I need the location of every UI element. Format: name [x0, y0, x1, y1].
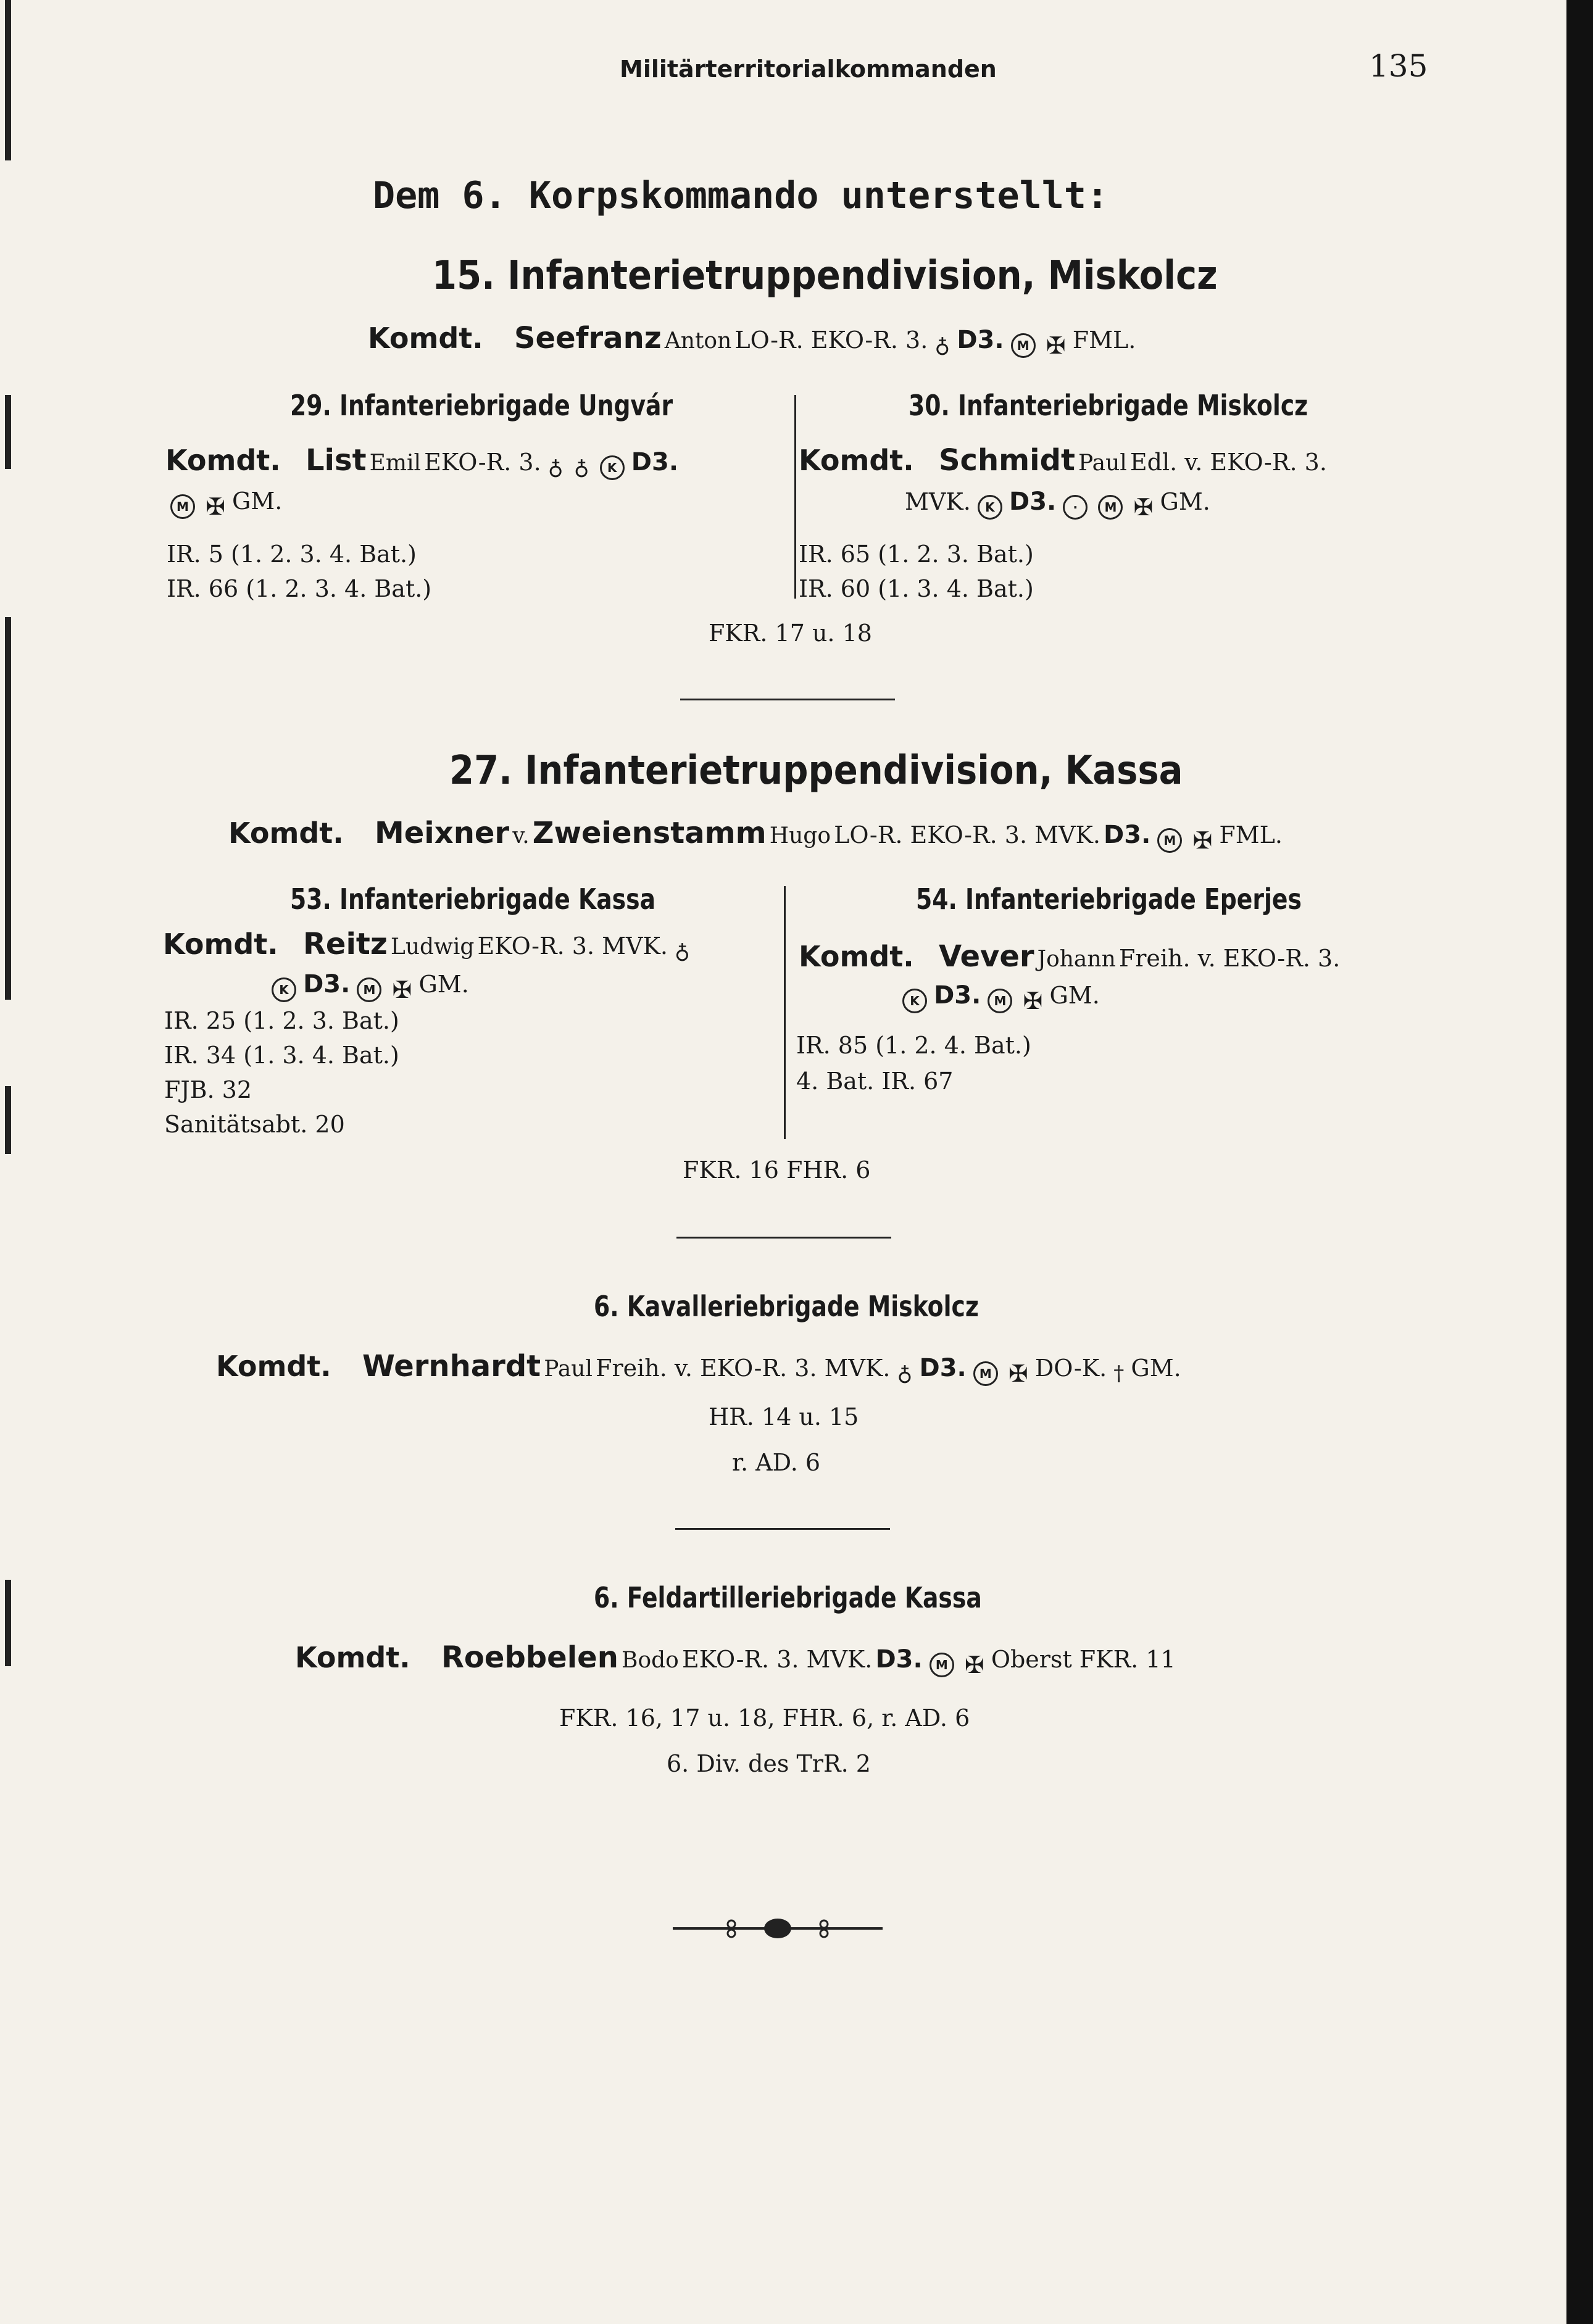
- cross-icon: ✠: [1192, 826, 1213, 854]
- m-circle-icon: M: [1098, 495, 1123, 520]
- unit-line: IR. 34 (1. 3. 4. Bat.): [164, 1042, 399, 1069]
- unit-line: IR. 65 (1. 2. 3. Bat.): [799, 541, 1034, 568]
- medal-icon: ♁: [934, 333, 950, 358]
- kav6-units: HR. 14 u. 15: [709, 1403, 859, 1430]
- left-binding-edge: [0, 0, 16, 2324]
- m-circle-icon: M: [973, 1361, 998, 1386]
- k-circle-icon: K: [902, 989, 927, 1013]
- brigade29-commander-line: [165, 443, 678, 480]
- commander-name: Meixner: [374, 816, 510, 850]
- column-divider: [784, 886, 786, 1139]
- rank: GM.: [1131, 1355, 1181, 1382]
- commander-firstname: Hugo: [769, 823, 831, 849]
- commander-firstname: Anton: [664, 328, 732, 354]
- rank: GM.: [418, 971, 469, 998]
- m-circle-icon: M: [930, 1653, 954, 1677]
- div27-commander-line: [228, 816, 1283, 854]
- k-circle-icon: K: [600, 455, 625, 480]
- div27-title: 27. Infanterietruppendivision, Kassa: [449, 748, 1183, 794]
- kav6-commander-line: [216, 1349, 1181, 1387]
- d3-label: D3.: [957, 326, 1004, 354]
- unit-line: IR. 25 (1. 2. 3. Bat.): [164, 1007, 399, 1034]
- rank: FML.: [1072, 326, 1136, 354]
- unit-line: IR. 60 (1. 3. 4. Bat.): [799, 575, 1034, 602]
- k-circle-icon: K: [978, 495, 1002, 520]
- dok-label: DO-K.: [1034, 1355, 1107, 1382]
- commander-von: v.: [512, 823, 530, 849]
- brigade53-commander-line2: [268, 970, 469, 1003]
- d3-label: D3.: [1104, 821, 1151, 849]
- commander-firstname: Emil: [369, 450, 422, 476]
- decorations: Freih. v. EKO-R. 3. MVK.: [596, 1355, 891, 1382]
- column-divider: [794, 395, 796, 599]
- rank: FML.: [1219, 821, 1283, 849]
- fa6-title: 6. Feldartilleriebrigade Kassa: [594, 1581, 982, 1614]
- right-scan-edge: [1566, 0, 1593, 2324]
- div15-commander-line: [368, 321, 1136, 359]
- cross-icon: ✠: [206, 492, 225, 520]
- cross-icon: ✠: [964, 1651, 984, 1679]
- page-number: 135: [1369, 48, 1428, 84]
- komdt-label: Komdt.: [163, 928, 278, 961]
- brigade53-title: 53. Infanteriebrigade Kassa: [290, 882, 656, 916]
- komdt-label: Komdt.: [799, 444, 914, 477]
- commander-name: Roebbelen: [441, 1640, 618, 1675]
- commander-firstname: Johann: [1037, 947, 1116, 972]
- rank: Oberst FKR. 11: [991, 1646, 1176, 1673]
- d3-label: D3.: [631, 448, 679, 476]
- brigade54-commander-line2: [899, 981, 1100, 1015]
- main-title: Dem 6. Korpskommando unterstellt:: [373, 174, 1109, 217]
- m-circle-icon: M: [170, 494, 195, 519]
- fa6-units2: 6. Div. des TrR. 2: [667, 1750, 871, 1777]
- commander-firstname: Ludwig: [390, 934, 475, 960]
- brigade30-commander-line: [799, 443, 1327, 478]
- commander-firstname: Paul: [1078, 450, 1127, 476]
- decorations: EKO-R. 3.: [424, 449, 541, 476]
- medal-icon: ♁: [573, 455, 589, 480]
- brigade29-title: 29. Infanteriebrigade Ungvár: [290, 389, 673, 422]
- komdt-label: Komdt.: [216, 1350, 331, 1383]
- rank: GM.: [232, 488, 283, 515]
- komdt-label: Komdt.: [799, 940, 914, 973]
- kav6-title: 6. Kavalleriebrigade Miskolcz: [594, 1290, 979, 1323]
- commander-name: Vever: [938, 939, 1034, 974]
- k-circle-icon: K: [272, 977, 296, 1002]
- section-divider: [675, 1528, 890, 1530]
- div27-footer: FKR. 16 FHR. 6: [683, 1156, 871, 1184]
- commander-name: Wernhardt: [362, 1349, 541, 1384]
- ornament-divider: [673, 1913, 883, 1944]
- rank: GM.: [1049, 982, 1100, 1009]
- cross-icon: ✠: [1046, 331, 1066, 359]
- fa6-commander-line: [295, 1640, 1176, 1679]
- commander-name: List: [305, 443, 367, 478]
- section-divider: [676, 1237, 891, 1239]
- commander-firstname: Paul: [544, 1356, 593, 1382]
- d3-label: D3.: [303, 970, 351, 998]
- commander-name: Seefranz: [514, 321, 662, 355]
- m-circle-icon: M: [1157, 828, 1182, 853]
- komdt-label: Komdt.: [295, 1641, 410, 1674]
- medal-icon: ♁: [897, 1361, 913, 1386]
- d3-label: D3.: [875, 1645, 923, 1674]
- mvk-label: MVK.: [905, 488, 971, 515]
- running-header: Militärterritorialkommanden: [620, 56, 997, 83]
- rank: GM.: [1160, 488, 1210, 515]
- m-circle-icon: M: [1011, 333, 1036, 358]
- decorations: Edl. v. EKO-R. 3.: [1129, 449, 1327, 476]
- brigade53-commander-line: [163, 927, 694, 964]
- d3-label: D3.: [1009, 488, 1057, 516]
- unit-line: Sanitätsabt. 20: [164, 1111, 345, 1138]
- section-divider: [680, 699, 895, 700]
- decorations: Freih. v. EKO-R. 3.: [1118, 945, 1341, 972]
- cross-icon: ✠: [1023, 987, 1043, 1015]
- brigade29-commander-line2: [167, 488, 282, 520]
- div15-title: 15. Infanterietruppendivision, Miskolcz: [432, 253, 1218, 299]
- decorations: LO-R. EKO-R. 3.: [734, 326, 928, 354]
- unit-line: IR. 85 (1. 2. 4. Bat.): [796, 1032, 1031, 1059]
- unit-line: IR. 5 (1. 2. 3. 4. Bat.): [167, 541, 417, 568]
- m-circle-icon: M: [357, 977, 381, 1002]
- m-circle-icon: M: [988, 989, 1012, 1013]
- kav6-units2: r. AD. 6: [732, 1449, 821, 1476]
- komdt-label: Komdt.: [368, 322, 483, 355]
- decorations: EKO-R. 3. MVK.: [681, 1646, 873, 1673]
- cross-icon: ✠: [392, 976, 412, 1003]
- dot-circle-icon: ·: [1063, 495, 1088, 520]
- komdt-label: Komdt.: [165, 444, 281, 477]
- unit-line: IR. 66 (1. 2. 3. 4. Bat.): [167, 575, 432, 602]
- fa6-units: FKR. 16, 17 u. 18, FHR. 6, r. AD. 6: [559, 1704, 970, 1732]
- cross-icon: ✠: [1133, 493, 1154, 521]
- commander-firstname: Bodo: [622, 1648, 679, 1673]
- brigade30-commander-line2: [905, 488, 1210, 521]
- decorations: LO-R. EKO-R. 3. MVK.: [834, 821, 1100, 849]
- medal-icon: ♁: [675, 939, 690, 964]
- key-medal-icon: †: [1113, 1361, 1125, 1386]
- commander-name: Schmidt: [938, 443, 1075, 478]
- unit-line: FJB. 32: [164, 1076, 252, 1103]
- commander-name: Reitz: [302, 927, 388, 961]
- d3-label: D3.: [934, 981, 981, 1010]
- cross-icon: ✠: [1008, 1359, 1028, 1387]
- d3-label: D3.: [919, 1354, 967, 1382]
- brigade30-title: 30. Infanteriebrigade Miskolcz: [909, 389, 1308, 422]
- komdt-label: Komdt.: [228, 816, 344, 850]
- brigade54-title: 54. Infanteriebrigade Eperjes: [916, 882, 1302, 916]
- medal-icon: ♁: [547, 455, 564, 480]
- unit-line: 4. Bat. IR. 67: [796, 1068, 954, 1095]
- brigade54-commander-line: [799, 939, 1340, 974]
- commander-name2: Zweienstamm: [532, 816, 767, 850]
- decorations: EKO-R. 3. MVK.: [477, 932, 668, 960]
- div15-footer: FKR. 17 u. 18: [709, 620, 872, 647]
